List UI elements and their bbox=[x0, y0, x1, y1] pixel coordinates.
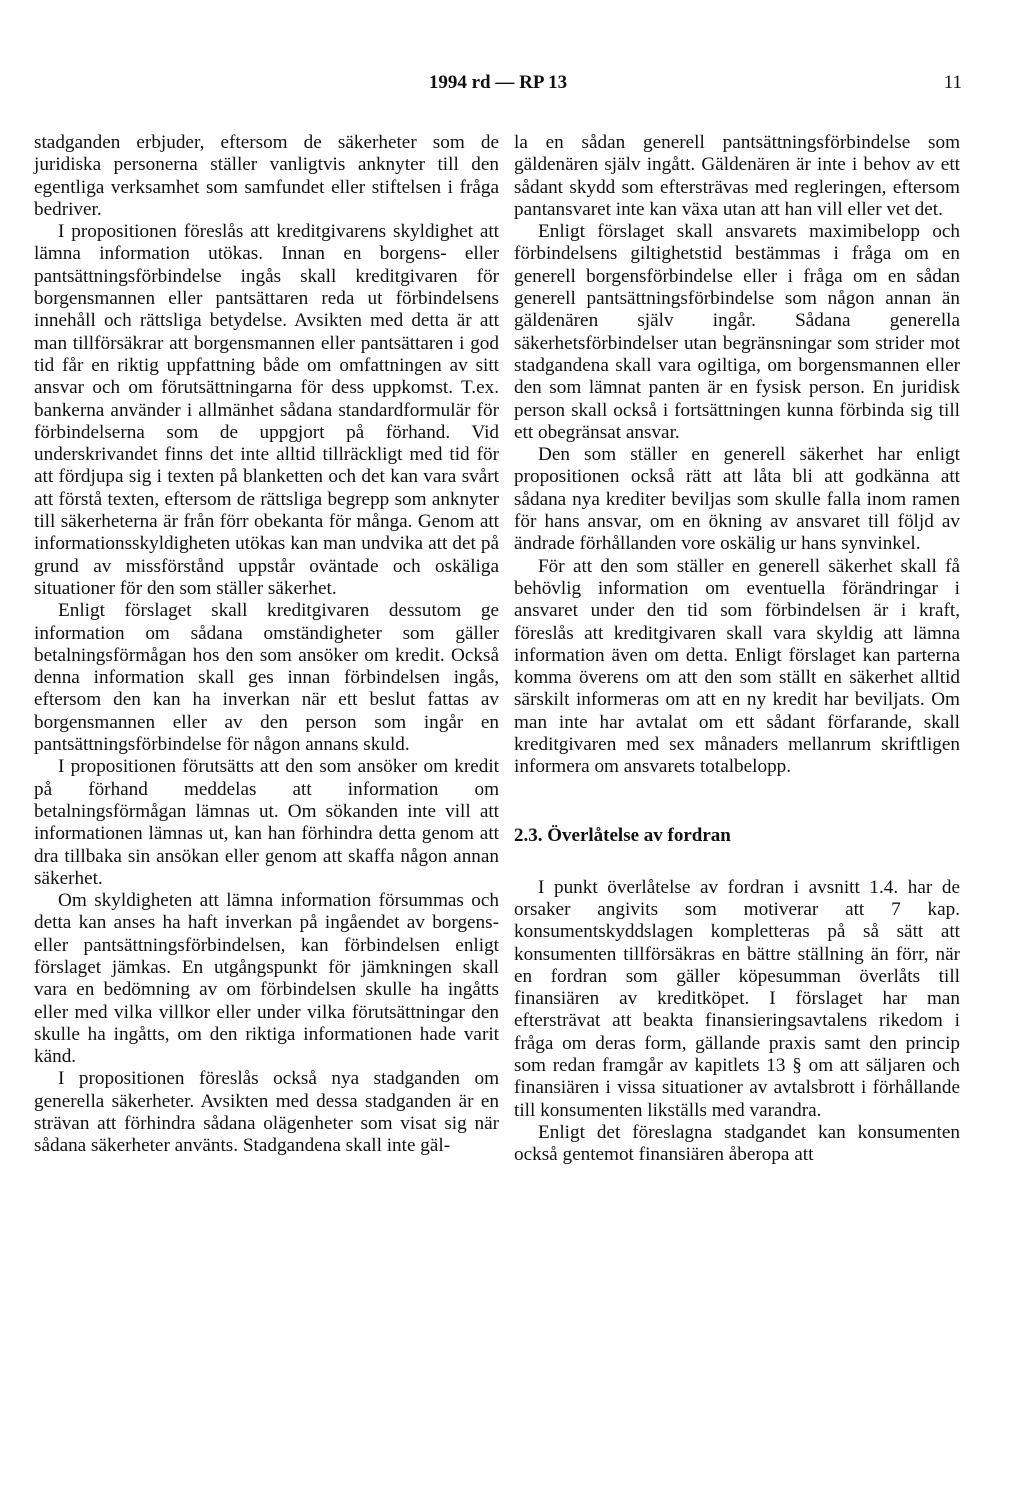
paragraph: För att den som ställer en generell säkerhet skall få behövlig information om eventuella förändringar i ansvaret under den tid som förbindelsen är i kraft, föreslås att kreditgivaren skall vara skyldig att lämna information även om detta. Enligt förslaget kan parterna komma överens om att den som ställt en säkerhet alltid särskilt informeras om att en ny kredit har beviljats. Om man inte har avtalat om ett sådant förfarande, skall kreditgivaren med sex månaders mellanrum skriftligen informera om ansvarets totalbelopp. bbox=[514, 555, 960, 778]
paragraph: I propositionen förutsätts att den som ansöker om kredit på förhand meddelas att information om betalningsförmågan lämnas ut. Om sökanden inte vill att informationen lämnas ut, kan han förhindra detta genom att dra tillbaka sin ansökan eller genom att skaffa någon annan säkerhet. bbox=[34, 756, 499, 889]
right-column bbox=[514, 132, 960, 1166]
paragraph: Om skyldigheten att lämna information försummas och detta kan anses ha haft inverkan på ingåendet av borgens- eller pantsättningsförbindelsen, kan förbindelsen enligt förslaget jämkas. En utgångspunkt för jämkningen skall vara en bedömning av om förbindelsen skulle ha ingåtts eller med vilka villkor eller under vilka förutsättningar den skulle ha ingåtts, om den riktiga informationen hade varit känd. bbox=[34, 890, 499, 1068]
running-title: 1994 rd — RP 13 bbox=[428, 72, 568, 93]
page-number: 11 bbox=[943, 72, 962, 93]
page-header bbox=[34, 72, 962, 98]
paragraph: Enligt förslaget skall ansvarets maximibelopp och förbindelsens giltighetstid bestämmas i fråga om en generell borgensförbindelse eller i fråga om en sådan generell pantsättningsförbindelse som någon annan än gäldenären själv ingår. Sådana generella säkerhetsförbindelser utan begränsningar som strider mot stadgandena skall vara ogiltiga, om borgensmannen eller den som lämnat panten är en fysisk person. En juridisk person skall också i fortsättningen kunna förbinda sig till ett obegränsat ansvar. bbox=[514, 221, 960, 443]
paragraph: I propositionen föreslås också nya stadganden om generella säkerheter. Avsikten med dessa stadganden är en strävan att förhindra sådana olägenheter som visat sig när sådana säkerheter använts. Stadgandena skall inte gäl- bbox=[34, 1068, 499, 1157]
section-heading: 2.3. Överlåtelse av fordran bbox=[514, 824, 731, 846]
paragraph: Den som ställer en generell säkerhet har enligt propositionen också rätt att låta bli att godkänna att sådana nya krediter beviljas som skulle falla inom ramen för hans ansvar, om en ökning av ansvaret till följd av ändrade förhållanden vore oskälig ur hans synvinkel. bbox=[514, 444, 960, 555]
paragraph: Enligt det föreslagna stadgandet kan konsumenten också gentemot finansiären åberopa att bbox=[514, 1121, 960, 1166]
left-column bbox=[34, 132, 499, 1158]
paragraph: I punkt överlåtelse av fordran i avsnitt 1.4. har de orsaker angivits som motiverar att 7 kap. konsumentskyddslagen kompletteras på så sätt att konsumenten tillförsäkras en bättre ställning än förr, när en fordran som gäller köpesumman överlåts till finansiären av kreditköpet. I förslaget har man eftersträvat att beakta finansieringsavtalens rikedom i fråga om deras form, gällande praxis samt den princip som redan framgår av kapitlets 13 § om att säljaren och finansiären i vissa situationer av avtalsbrott i förhållande till konsumenten likställs med varandra. bbox=[514, 876, 960, 1121]
paragraph: stadganden erbjuder, eftersom de säkerheter som de juridiska personerna ställer vanligtvis anknyter till den egentliga verksamhet som samfundet eller stiftelsen i fråga bedriver. bbox=[34, 132, 499, 220]
paragraph: la en sådan generell pantsättningsförbindelse som gäldenären själv ingått. Gäldenären är inte i behov av ett sådant skydd som eftersträvas med regleringen, eftersom pantansvaret inte kan växa utan att han vill eller vet det. bbox=[514, 132, 960, 220]
paragraph: Enligt förslaget skall kreditgivaren dessutom ge information om sådana omständigheter som gäller betalningsförmågan hos den som ansöker om kredit. Också denna information skall ges innan förbindelsen ingås, eftersom den kan ha inverkan när ett beslut fattas av borgensmannen eller av den person som ingår en pantsättningsförbindelse för någon annans skuld. bbox=[34, 600, 499, 756]
paragraph: I propositionen föreslås att kreditgivarens skyldighet att lämna information utökas. Innan en borgens- eller pantsättningsförbindelse ingås skall kreditgivaren för borgensmannen eller pantsättaren reda ut förbindelsens innehåll och rättsliga betydelse. Avsikten med detta är att man tillförsäkrar att borgensmannen eller pantsättaren i god tid får en riktig uppfattning både om omfattningen av sitt ansvar och om förutsättningarna för dess uppkomst. T.ex. bankerna använder i allmänhet sådana standardformulär för förbindelserna som de uppgjort på förhand. Vid underskrivandet finns det inte alltid tillräckligt med tid för att fördjupa sig i texten på blanketten och det kan vara svårt att förstå texten, eftersom de rättsliga begrepp som anknyter till säkerheterna är från förr obekanta för många. Genom att informationsskyldigheten utökas kan man undvika att det på grund av missförstånd uppstår oväntade och oskäliga situationer för den som ställer säkerhet. bbox=[34, 221, 499, 599]
